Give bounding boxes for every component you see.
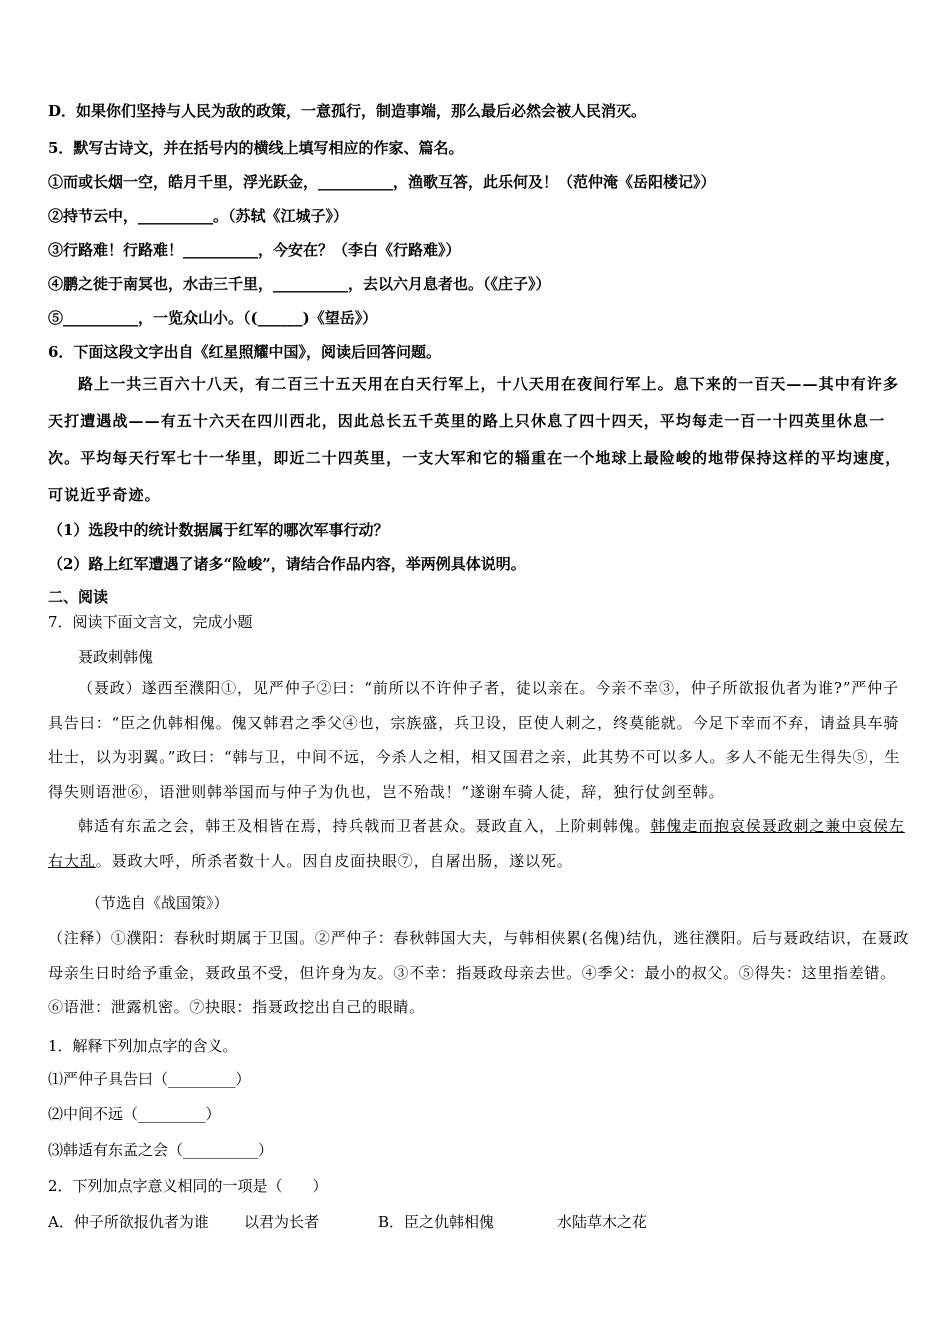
q5-item-3: ③行路难！行路难！__________，今安在？（李白《行路难》）	[48, 241, 461, 259]
q6-passage: 路上一共三百六十八天，有二百三十五天用在白天行军上，十八天用在夜间行军上。息下来的一百天——其中有许多天打遭遇战——有五十六天在四川西北，因此总长五千英里的路上只休息了四十四天，平均每走一百一十四英里休息一次。平均每天行军七十一华里，即近二十四英里，一支大军和它的辎重在一个地球上最险峻的地带保持这样的平均速度，可说近乎奇迹。	[48, 375, 902, 504]
q5-item-5: ⑤__________，一览众山小。（(______)《望岳》）	[48, 309, 378, 327]
sub-question-1-item-1: ⑴严仲子具告曰（_________）	[48, 1070, 251, 1088]
option-a-pair: 以君为长者	[244, 1213, 320, 1231]
q6-sub1: （1）选段中的统计数据属于红军的哪次军事行动？	[48, 521, 389, 539]
option-a-label: A．仲子所欲报仇者为谁	[48, 1213, 209, 1231]
q7-title: 聂政刺韩傀	[78, 648, 154, 666]
classical-passage	[48, 671, 908, 878]
option-b-pair: 水陆草木之花	[557, 1213, 648, 1231]
option-b-label: B．臣之仇韩相傀	[378, 1213, 495, 1231]
q6-sub2: （2）路上红军遭遇了诸多“险峻”，请结合作品内容，举两例具体说明。	[48, 555, 526, 573]
q5-item-2: ②持节云中，__________。（苏轼《江城子》）	[48, 207, 349, 225]
option-d: D．如果你们坚持与人民为敌的政策，一意孤行，制造事端，那么最后必然会被人民消灭。	[48, 102, 647, 120]
q6-stem: 6．下面这段文字出自《红星照耀中国》，阅读后回答问题。	[48, 343, 441, 361]
source-note: （节选自《战国策》）	[86, 894, 229, 912]
q5-item-4: ④鹏之徙于南冥也，水击三千里，__________，去以六月息者也。（《庄子》）	[48, 275, 551, 293]
q7-stem: 7．阅读下面文言文，完成小题	[48, 613, 253, 631]
sub-question-1: 1．解释下列加点字的含义。	[48, 1037, 238, 1055]
sub-question-1-item-3: ⑶韩适有东孟之会（__________）	[48, 1141, 274, 1159]
q5-item-1: ①而或长烟一空，皓月千里，浮光跃金，__________，渔歌互答，此乐何及！（范仲淹《岳阳楼记》）	[48, 173, 716, 191]
classical-para-1: （聂政）遂西至濮阳①，见严仲子②曰：“前所以不许仲子者，徒以亲在。今亲不幸③，仲子所欲报仇者为谁?”严仲子具告曰：“臣之仇韩相傀。傀又韩君之季父④也，宗族盛，兵卫设，臣使人刺之，终莫能就。今足下幸而不弃，请益具车骑壮士，以为羽翼。”政曰：“韩与卫，中间不远，今杀人之相，相又国君之亲，此其势不可以多人。多人不能无生得失⑤，生得失则语泄⑥，语泄则韩举国而与仲子为仇也，岂不殆哉！”遂谢车骑人徒，辞，独行仗剑至韩。	[48, 679, 901, 801]
sub-question-2: 2．下列加点字意义相同的一项是（ ）	[48, 1177, 328, 1195]
underlined-sentence: 韩傀走而抱哀侯聂政刺之兼中哀侯左右大乱	[48, 817, 905, 870]
q5-stem: 5．默写古诗文，并在括号内的横线上填写相应的作家、篇名。	[48, 139, 464, 157]
section-heading: 二、阅读	[48, 588, 109, 606]
sub-question-1-item-2: ⑵中间不远（_________）	[48, 1105, 221, 1123]
classical-para-2: 韩适有东孟之会，韩王及相皆在焉，持兵戟而卫者甚众。聂政直入，上阶刺韩傀。韩傀走而抱哀侯聂政刺之兼中哀侯左右大乱。聂政大呼，所杀者数十人。因自皮面抉眼⑦，自屠出肠，遂以死。	[48, 817, 905, 870]
annotations: （注释）①濮阳：春秋时期属于卫国。②严仲子：春秋韩国大夫，与韩相侠累(名傀)结仇，逃往濮阳。后与聂政结识，在聂政母亲生日时给予重金，聂政虽不受，但许身为友。③不幸：指聂政母亲去世。④季父：最小的叔父。⑤得失：这里指差错。⑥语泄：泄露机密。⑦抉眼：指聂政挖出自己的眼睛。	[48, 929, 909, 1016]
